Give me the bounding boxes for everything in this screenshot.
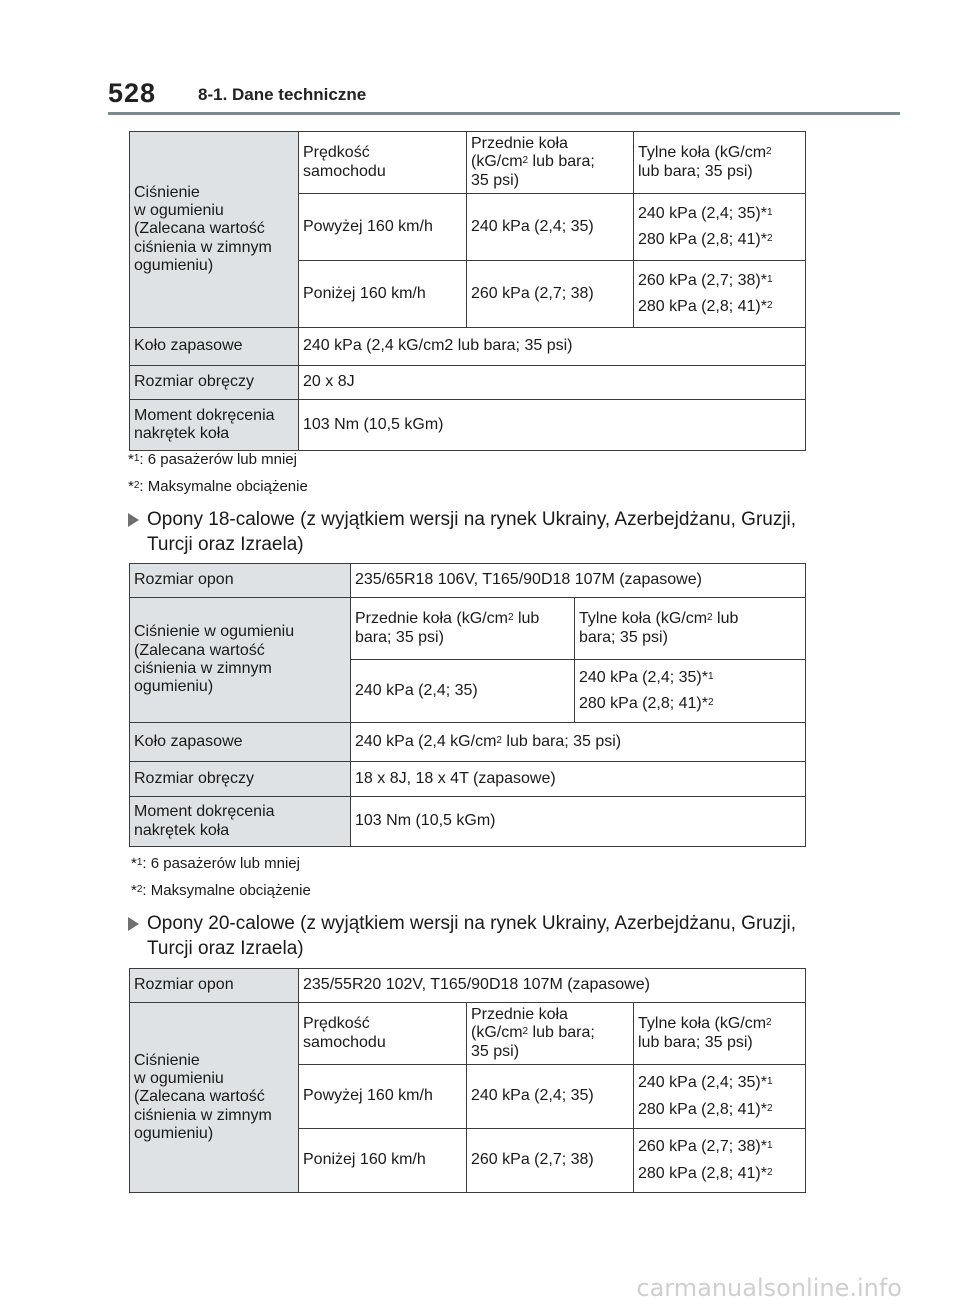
spare-value: 240 kPa (2,4 $kG/cm^2$ lub bara; 35 psi) bbox=[351, 723, 806, 762]
tire-size-value: 235/55R20 102V, T165/90D18 107M (zapasowe) bbox=[299, 969, 806, 1003]
footnote-2: *$^2$: Maksymalne obciążenie bbox=[128, 478, 308, 495]
speed-above-160: Powyżej 160 km/h bbox=[299, 1065, 467, 1129]
footnote-1: *$^1$: 6 pasażerów lub mniej bbox=[128, 451, 297, 468]
rim-label: Rozmiar obręczy bbox=[130, 366, 299, 400]
front-header: Przednie koła ($kG/cm^2$ lub bara; 35 psi) bbox=[467, 132, 634, 194]
speed-below-160: Poniżej 160 km/h bbox=[299, 261, 467, 328]
page-header bbox=[108, 76, 900, 116]
spec-table-3 bbox=[129, 968, 806, 1193]
rear-header: Tylne koła ($kG/cm^2$ lub bara; 35 psi) bbox=[634, 1003, 806, 1065]
section-title: 8-1. Dane techniczne bbox=[198, 85, 367, 104]
rear-pressure-below: 260 kPa (2,7; 38)*$^1$ 280 kPa (2,8; 41)*$^2$ bbox=[634, 1129, 806, 1193]
rim-value: 18 x 8J, 18 x 4T (zapasowe) bbox=[351, 762, 806, 797]
torque-value: 103 Nm (10,5 kGm) bbox=[351, 797, 806, 847]
front-pressure-above: 240 kPa (2,4; 35) bbox=[467, 1065, 634, 1129]
rear-pressure: 240 kPa (2,4; 35)*$^1$ 280 kPa (2,8; 41)*$^2$ bbox=[575, 660, 806, 723]
front-header: Przednie koła ($kG/cm^2$ lub bara; 35 psi) bbox=[467, 1003, 634, 1065]
front-pressure-below: 260 kPa (2,7; 38) bbox=[467, 1129, 634, 1193]
speed-header: Prędkość samochodu bbox=[299, 1003, 467, 1065]
spare-label: Koło zapasowe bbox=[130, 723, 351, 762]
speed-above-160: Powyżej 160 km/h bbox=[299, 194, 467, 261]
rear-header: Tylne koła ($kG/cm^2$ lub bara; 35 psi) bbox=[634, 132, 806, 194]
header-rule bbox=[108, 112, 900, 115]
spec-table-1 bbox=[129, 131, 806, 451]
footnote-1: *$^1$: 6 pasażerów lub mniej bbox=[131, 855, 300, 872]
front-pressure-below: 260 kPa (2,7; 38) bbox=[467, 261, 634, 328]
spare-label: Koło zapasowe bbox=[130, 328, 299, 366]
rim-label: Rozmiar obręczy bbox=[130, 762, 351, 797]
pressure-label: Ciśnienie w ogumieniu (Zalecana wartość ciśnienia w zimnym ogumieniu) bbox=[130, 132, 299, 328]
spare-value: 240 kPa (2,4 kG/cm2 lub bara; 35 psi) bbox=[299, 328, 806, 366]
front-pressure: 240 kPa (2,4; 35) bbox=[351, 660, 575, 723]
tire-size-label: Rozmiar opon bbox=[130, 564, 351, 598]
bullet-triangle-icon bbox=[128, 917, 139, 931]
speed-header: Prędkość samochodu bbox=[299, 132, 467, 194]
pressure-label: Ciśnienie w ogumieniu (Zalecana wartość ciśnienia w zimnym ogumieniu) bbox=[130, 598, 351, 723]
rear-pressure-above: 240 kPa (2,4; 35)*$^1$ 280 kPa (2,8; 41)*$^2$ bbox=[634, 1065, 806, 1129]
torque-value: 103 Nm (10,5 kGm) bbox=[299, 400, 806, 451]
front-pressure-above: 240 kPa (2,4; 35) bbox=[467, 194, 634, 261]
page-number: 528 bbox=[108, 78, 157, 108]
footnote-2: *$^2$: Maksymalne obciążenie bbox=[131, 882, 311, 899]
spec-table-2 bbox=[129, 563, 806, 847]
tire-size-label: Rozmiar opon bbox=[130, 969, 299, 1003]
rear-pressure-below: 260 kPa (2,7; 38)*$^1$ 280 kPa (2,8; 41)*$^2$ bbox=[634, 261, 806, 328]
torque-label: Moment dokręcenia nakrętek koła bbox=[130, 797, 351, 847]
bullet-triangle-icon bbox=[128, 513, 139, 527]
rim-value: 20 x 8J bbox=[299, 366, 806, 400]
rear-pressure-above: 240 kPa (2,4; 35)*$^1$ 280 kPa (2,8; 41)*$^2$ bbox=[634, 194, 806, 261]
front-header: Przednie koła ($kG/cm^2$ lub bara; 35 psi) bbox=[351, 598, 575, 660]
pressure-label: Ciśnienie w ogumieniu (Zalecana wartość ciśnienia w zimnym ogumieniu) bbox=[130, 1003, 299, 1193]
torque-label: Moment dokręcenia nakrętek koła bbox=[130, 400, 299, 451]
speed-below-160: Poniżej 160 km/h bbox=[299, 1129, 467, 1193]
tire-size-value: 235/65R18 106V, T165/90D18 107M (zapasowe) bbox=[351, 564, 806, 598]
rear-header: Tylne koła ($kG/cm^2$ lub bara; 35 psi) bbox=[575, 598, 806, 660]
watermark: carmanualsonline.info bbox=[636, 1274, 902, 1302]
